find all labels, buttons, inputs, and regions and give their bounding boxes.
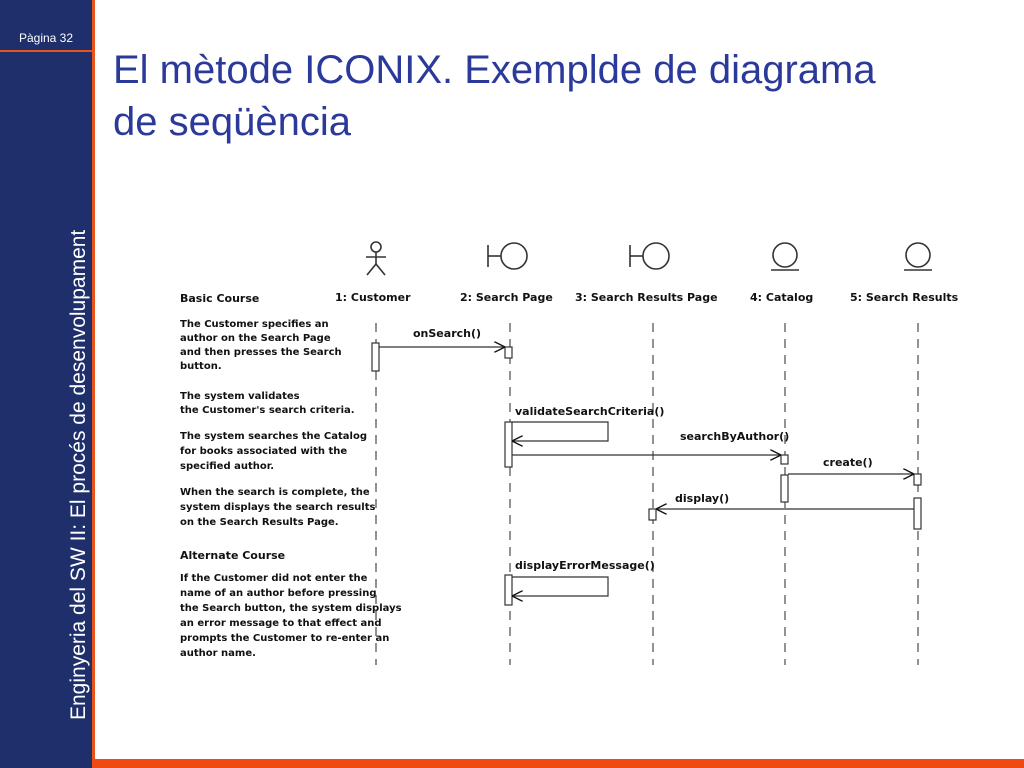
svg-text:and then presses the Search: and then presses the Search xyxy=(180,347,342,358)
slide-title xyxy=(113,44,1003,148)
svg-text:the Customer's search criteria: the Customer's search criteria. xyxy=(180,405,355,416)
svg-text:The system validates: The system validates xyxy=(180,391,300,402)
entity-icon xyxy=(904,243,932,270)
arrow-validate-self xyxy=(512,422,608,441)
object-label-search-page: 2: Search Page xyxy=(460,291,553,304)
message-display-error: displayErrorMessage() xyxy=(515,559,655,572)
svg-text:an error message to that effec: an error message to that effect and xyxy=(180,618,382,629)
alternate-script-block xyxy=(180,573,402,659)
activation-catalog-1 xyxy=(781,455,788,464)
activation-search-results-1 xyxy=(914,474,921,485)
sidebar-accent-rule xyxy=(92,0,95,768)
svg-text:name of an author before press: name of an author before pressing xyxy=(180,588,377,599)
script-block-1 xyxy=(180,319,342,372)
svg-text:If the Customer did not enter: If the Customer did not enter the xyxy=(180,573,368,584)
object-label-search-results: 5: Search Results xyxy=(850,291,959,304)
svg-text:specified author.: specified author. xyxy=(180,461,275,472)
svg-text:on the Search Results Page.: on the Search Results Page. xyxy=(180,517,339,528)
alternate-course-heading: Alternate Course xyxy=(180,549,286,562)
svg-text:prompts the Customer to re-ent: prompts the Customer to re-enter an xyxy=(180,633,390,644)
slide-title-part2: de de diagrama xyxy=(597,48,876,92)
activation-search-page-3 xyxy=(505,575,512,605)
script-block-2 xyxy=(180,391,355,416)
actor-icon xyxy=(366,242,386,275)
sequence-diagram xyxy=(170,230,960,675)
basic-course-heading: Basic Course xyxy=(180,292,260,305)
message-create: create() xyxy=(823,456,873,469)
page-number: Pàgina 32 xyxy=(18,31,74,45)
boundary-icon xyxy=(630,243,669,269)
object-label-customer: 1: Customer xyxy=(335,291,411,304)
object-label-catalog: 4: Catalog xyxy=(750,291,814,304)
activation-customer xyxy=(372,343,379,371)
svg-text:author on the Search Page: author on the Search Page xyxy=(180,333,331,344)
page-number-underline xyxy=(0,50,92,52)
message-display: display() xyxy=(675,492,730,505)
bottom-accent-bar xyxy=(92,759,1024,768)
script-block-4 xyxy=(180,487,376,528)
activation-search-page-2 xyxy=(505,422,512,467)
svg-text:author name.: author name. xyxy=(180,648,256,659)
activation-search-results-page xyxy=(649,509,656,520)
svg-text:for books associated with the: for books associated with the xyxy=(180,446,348,457)
svg-text:When the search is complete, t: When the search is complete, the xyxy=(180,487,370,498)
activation-catalog-2 xyxy=(781,475,788,502)
arrow-display-error-self xyxy=(512,577,608,596)
message-validate: validateSearchCriteria() xyxy=(515,405,665,418)
activation-search-results-2 xyxy=(914,498,921,529)
slide-title-part1: El mètode ICONIX. Exempl xyxy=(113,48,598,92)
script-block-3 xyxy=(180,431,367,472)
entity-icon xyxy=(771,243,799,270)
svg-text:The system searches the Catalo: The system searches the Catalog xyxy=(180,431,368,442)
activation-search-page-1 xyxy=(505,347,512,358)
message-onsearch: onSearch() xyxy=(413,327,482,340)
message-searchbyauthor: searchByAuthor() xyxy=(680,430,790,443)
svg-text:The Customer specifies an: The Customer specifies an xyxy=(180,319,329,330)
svg-text:button.: button. xyxy=(180,361,222,372)
course-vertical-title: Enginyeria del SW II: El procés de desenvolupament xyxy=(67,229,90,720)
slide-title-line2: de seqüència xyxy=(113,100,351,144)
svg-text:the Search button, the system: the Search button, the system displays xyxy=(180,603,402,614)
lifelines xyxy=(376,323,918,665)
boundary-icon xyxy=(488,243,527,269)
object-label-search-results-page: 3: Search Results Page xyxy=(575,291,718,304)
svg-text:system displays the search res: system displays the search results xyxy=(180,502,376,513)
